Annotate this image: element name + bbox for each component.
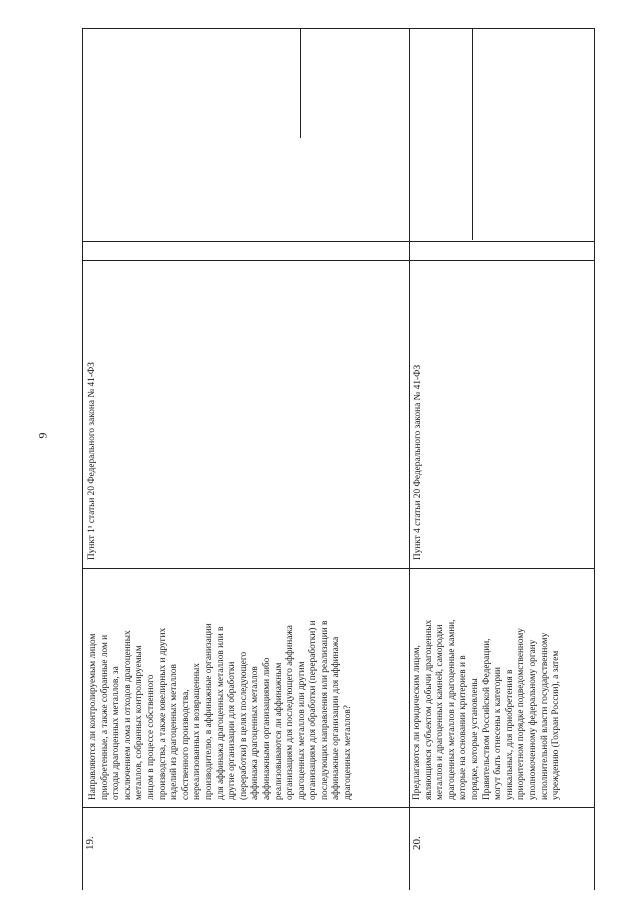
page-number: 9 (35, 432, 50, 439)
row20-inner-line (472, 28, 473, 240)
table-divider-2 (82, 260, 595, 261)
column-inner-line-top (300, 28, 301, 138)
table-top-border (82, 28, 595, 29)
table-divider-4 (82, 807, 595, 808)
row-number: 19. (84, 836, 96, 850)
row-number: 20. (411, 836, 423, 850)
table-right-border (594, 28, 595, 890)
row-reference: Пункт 1¹ статьи 20 Федерального закона № 41-ФЗ (87, 362, 97, 560)
row-separator (409, 28, 410, 890)
row-question: Предлагаются ли юридическим лицом, являющимся субъектом добычи драгоценных металлов и драгоценных камней, самородки драгоценных металлов и драгоценные камни, которые на основании критериев и в порядке, которые установлены Правительством Российской Федерации, могут быть отнесены к категории уникальных, для приобретения в приоритетном порядке подведомственному уполномоченному федеральному органу исполнительной власти государственному учреждению (Гохран России), а затем (412, 619, 562, 800)
table-divider-1 (82, 241, 595, 242)
table-divider-3 (82, 568, 595, 569)
table-left-border (82, 28, 83, 890)
row-reference: Пункт 4 статьи 20 Федерального закона № 41-ФЗ (413, 364, 423, 560)
row-question: Направляются ли контролируемым лицом приобретенные, а также собранные лом и отходы драгоценных металлов, за исключением лома и отходов драгоценных металлов, собранных контролируемым лицом в процессе собственного производства, а также ювелирных и других изделий из драгоценных металлов собственного производства, нереализованных и возвращенных производителю, в аффинажные организации для аффинажа драгоценных металлов или в другие организации для обработки (переработки) в целях последующего аффинажа драгоценных металлов аффинажными организациями либо реализовываются ли аффинажным организациям для последующего аффинажа драгоценных металлов или другим организациям для обработки (переработки) и последующих направления или реализации в аффинажные организации для аффинажа драгоценных металлов? (88, 620, 354, 800)
